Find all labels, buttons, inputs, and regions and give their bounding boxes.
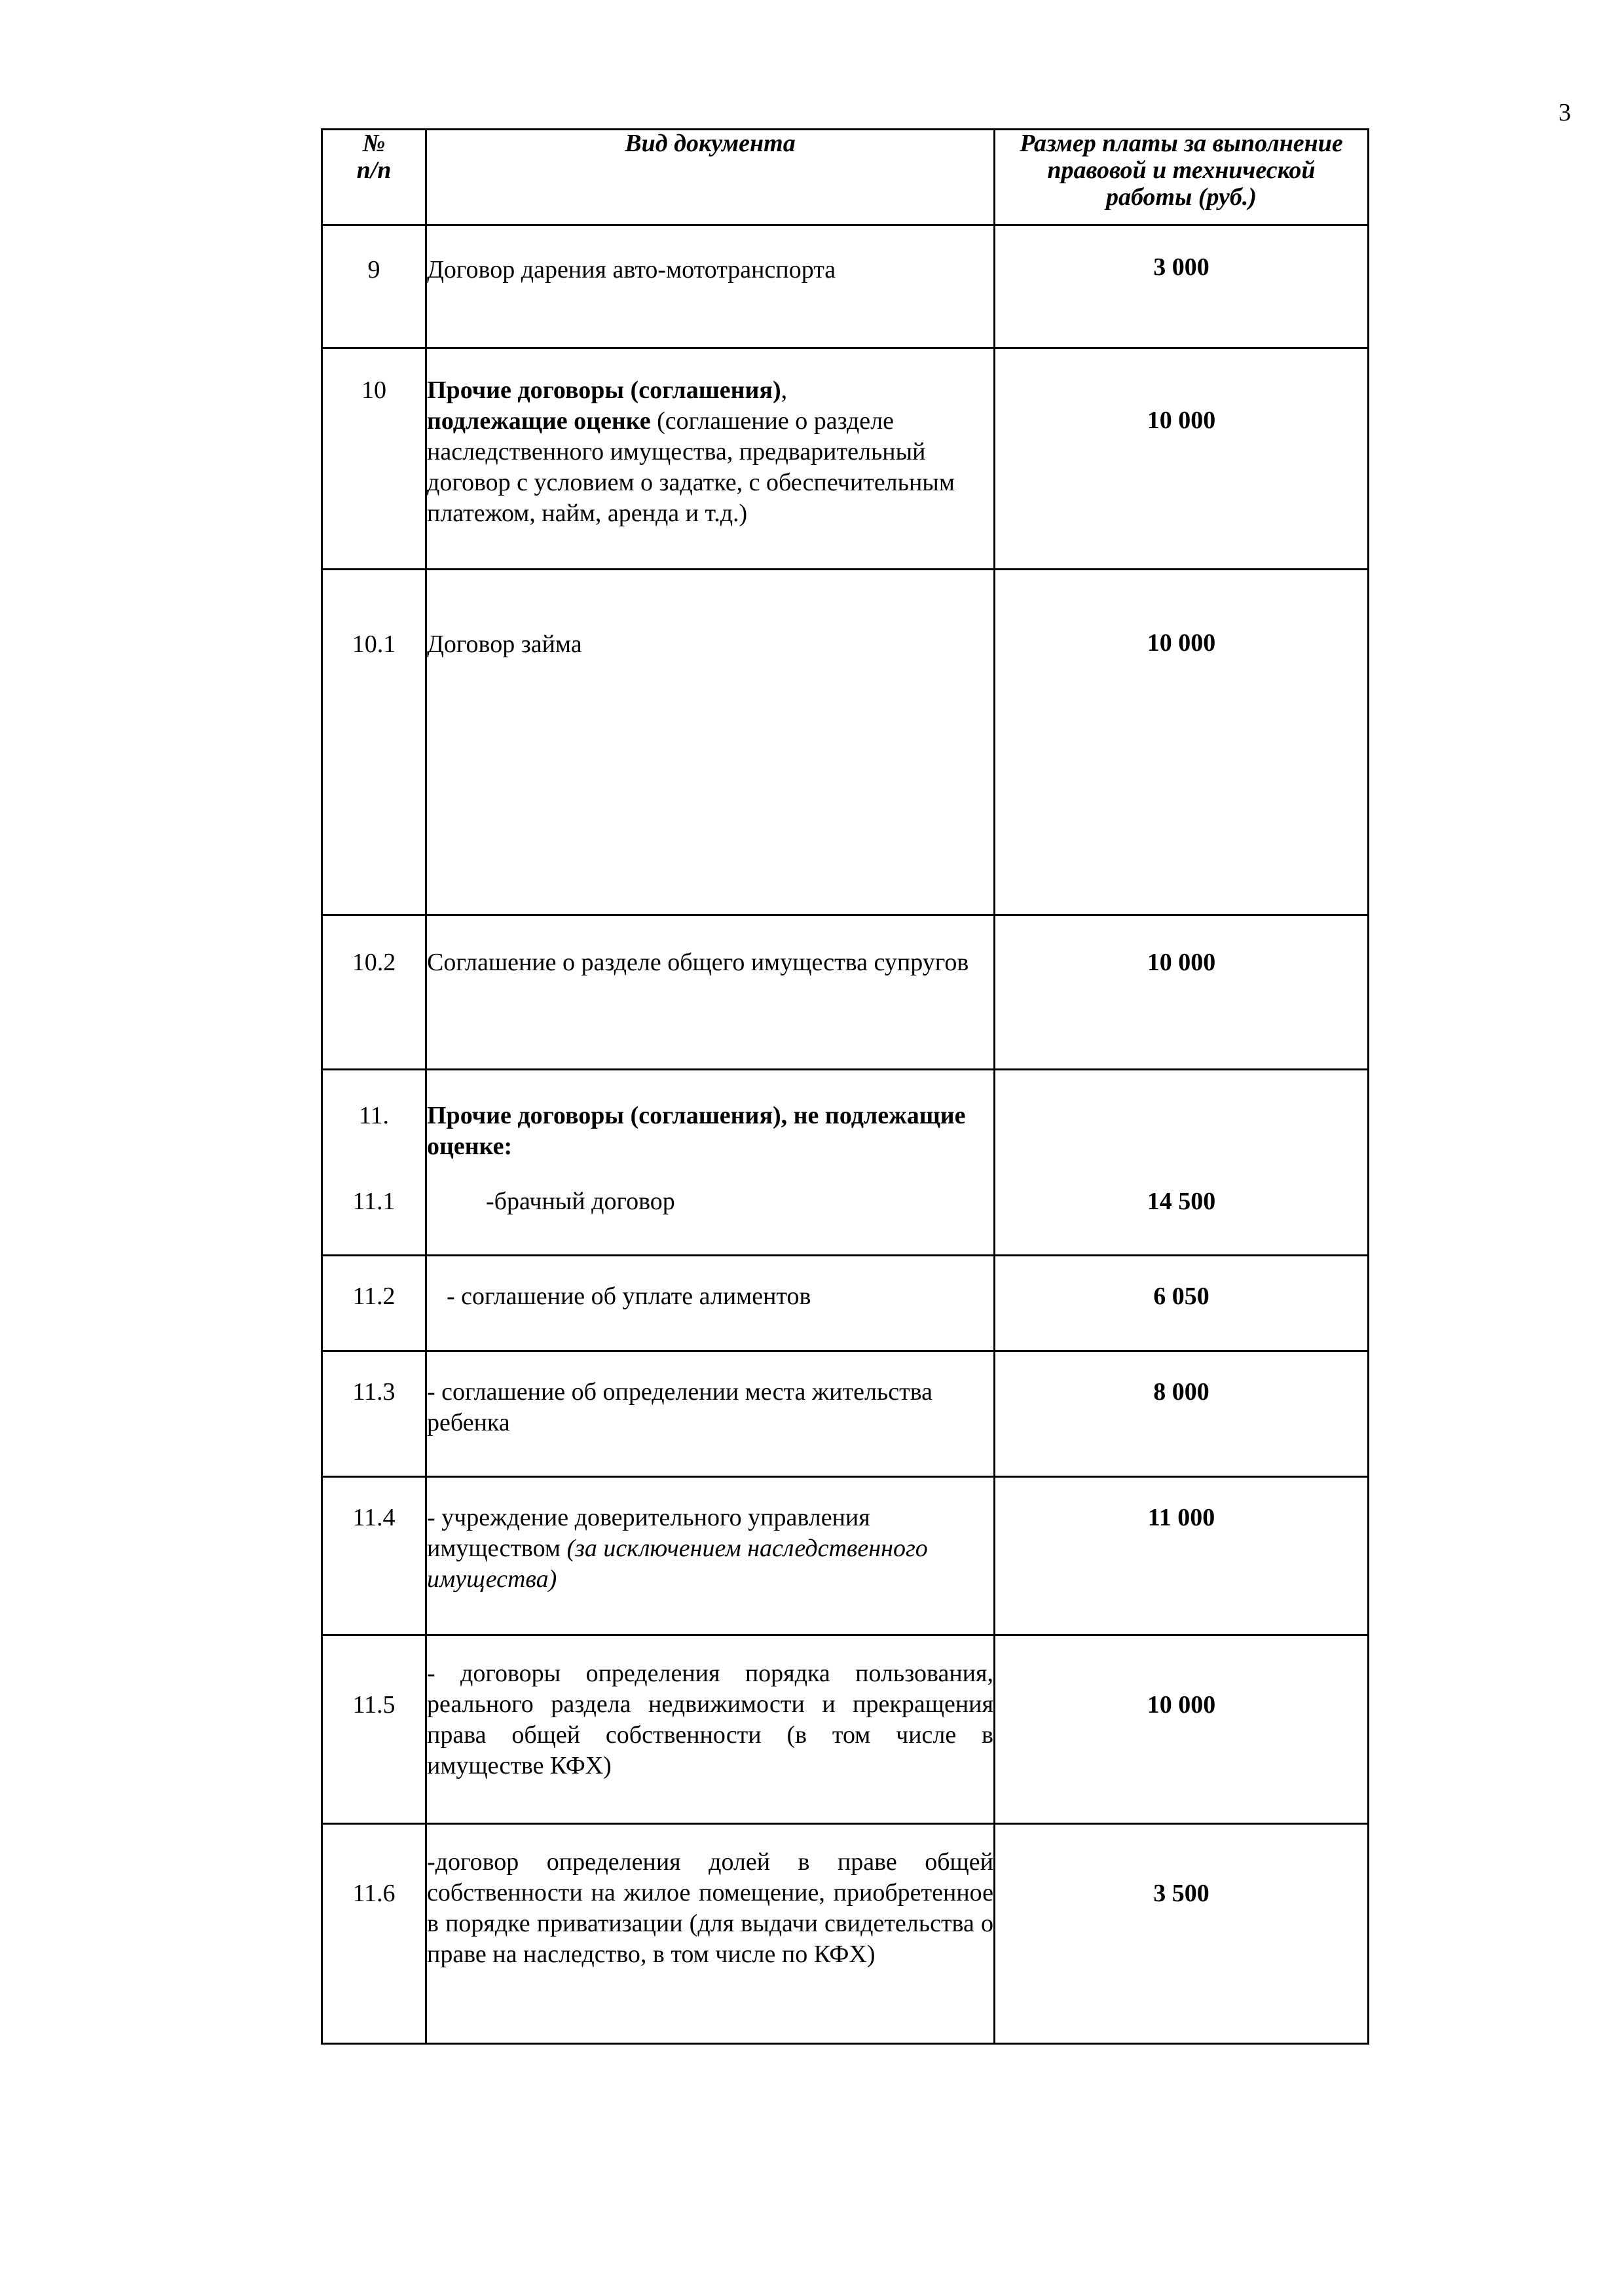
row-num: 10.1 [322,570,426,915]
table-row [322,1477,1369,1635]
table-row [322,225,1369,348]
table-row [322,915,1369,1070]
row-num: 11.5 [322,1635,426,1824]
row-doc: Соглашение о разделе общего имущества супругов [426,915,995,1070]
row-num: 11.3 [322,1351,426,1477]
row-fee: 10 000 [995,1635,1369,1824]
row-doc: - соглашение об определении места жительства ребенка [426,1351,995,1477]
table-header-row [322,130,1369,225]
row-doc-bold: Прочие договоры (соглашения), не подлежащие оценке: [427,1102,966,1160]
header-doc: Вид документа [426,130,995,225]
row-doc: Договор займа [426,570,995,915]
table-row [322,1824,1369,2044]
table-row [322,1256,1369,1351]
row-doc-text: - учреждение доверительного управления имуществом [427,1504,870,1562]
row-doc: - договоры определения порядка пользования, реального раздела недвижимости и прекращения права общей собственности (в том числе в имуществе КФХ) [426,1635,995,1824]
header-num: № п/п [322,130,426,225]
row-num: 9 [322,225,426,348]
table-row [322,570,1369,915]
row-doc-bold-2: подлежащие оценке [427,407,651,435]
fee-table [321,128,1369,2045]
row-fee: 10 000 [995,570,1369,915]
row-num: 11.2 [322,1256,426,1351]
row-fee: 8 000 [995,1351,1369,1477]
row-doc [426,348,995,570]
table-row [322,1635,1369,1824]
row-doc-text: - соглашение об уплате алиментов [447,1283,811,1310]
page-number: 3 [1559,99,1571,126]
row-doc-rest: (соглашение о разделе наследственного имущества, предварительный договор с условием о задатке, с обеспечительным платежом, найм, аренда и т.д.) [427,407,955,527]
row-fee: 10 000 [995,348,1369,570]
row-doc [426,1070,995,1256]
row-num: 11.4 [322,1477,426,1635]
row-doc-italic: (за исключением наследственного имущества) [427,1535,928,1593]
row-doc: Договор дарения авто-мототранспорта [426,225,995,348]
row-doc [426,1477,995,1635]
row-num [322,1070,426,1256]
row-fee: 14 500 [995,1070,1369,1256]
row-num-main: 11. [358,1102,390,1129]
row-sub-doc: -брачный договор [486,1188,675,1215]
table-row [322,1351,1369,1477]
row-doc: -договор определения долей в праве общей собственности на жилое помещение, приобретенное в порядке приватизации (для выдачи свидетельства о праве на наследство, в том числе по КФХ) [426,1824,995,2044]
header-fee: Размер платы за выполнение правовой и технической работы (руб.) [995,130,1369,225]
row-num-sub: 11.1 [352,1188,396,1215]
row-num: 11.6 [322,1824,426,2044]
row-num: 10.2 [322,915,426,1070]
row-doc [426,1256,995,1351]
row-fee: 3 000 [995,225,1369,348]
table-row [322,1070,1369,1256]
row-fee: 6 050 [995,1256,1369,1351]
row-fee: 11 000 [995,1477,1369,1635]
row-doc-bold: Прочие договоры (соглашения) [427,376,781,404]
row-fee: 10 000 [995,915,1369,1070]
row-doc-sep: , [781,376,788,404]
row-num: 10 [322,348,426,570]
table-row [322,348,1369,570]
row-fee: 3 500 [995,1824,1369,2044]
